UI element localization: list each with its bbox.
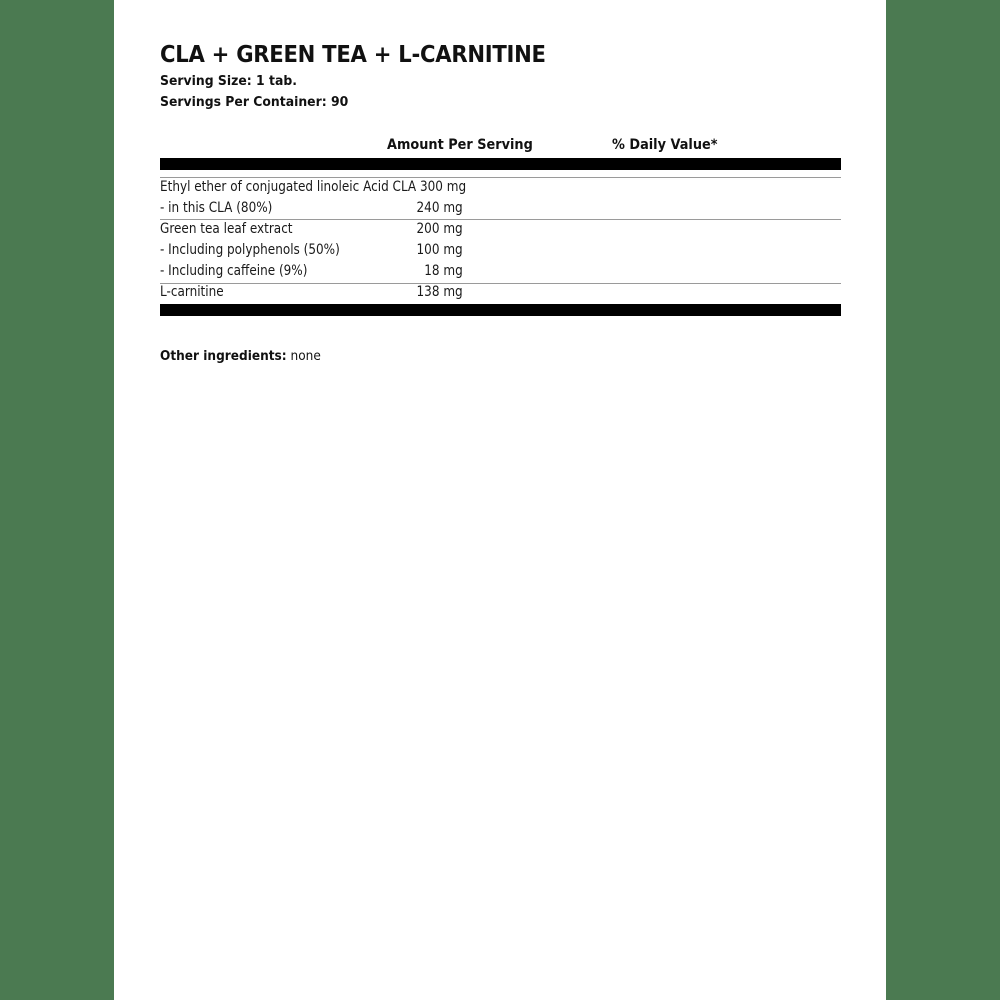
table-row — [160, 198, 841, 219]
other-ingredients — [160, 348, 321, 364]
product-title: CLA + GREEN TEA + L-CARNITINE — [160, 42, 546, 68]
table-row — [160, 219, 841, 240]
column-header-daily-value: % Daily Value* — [612, 137, 718, 153]
ingredient-amount: 240 mg — [416, 200, 463, 216]
other-ingredients-label: Other ingredients: — [160, 348, 287, 364]
table-row — [160, 177, 841, 198]
ingredient-amount: 200 mg — [416, 221, 463, 237]
ingredient-amount: 18 mg — [424, 263, 463, 279]
table-row — [160, 282, 841, 303]
ingredient-name: L-carnitine — [160, 284, 224, 300]
table-row — [160, 240, 841, 261]
servings-per-container: Servings Per Container: 90 — [160, 94, 349, 110]
ingredient-name: - Including polyphenols (50%) — [160, 242, 340, 258]
ingredient-amount: 138 mg — [416, 284, 463, 300]
serving-size: Serving Size: 1 tab. — [160, 73, 297, 89]
ingredient-name: Ethyl ether of conjugated linoleic Acid CLA 300 mg — [160, 179, 467, 195]
ingredient-amount: 100 mg — [416, 242, 463, 258]
table-top-bar — [160, 158, 841, 170]
table-bottom-bar — [160, 304, 841, 316]
other-ingredients-value: none — [286, 348, 321, 364]
table-row — [160, 261, 841, 282]
ingredient-name: Green tea leaf extract — [160, 221, 293, 237]
column-header-amount: Amount Per Serving — [387, 137, 533, 153]
ingredient-name: - Including caffeine (9%) — [160, 263, 308, 279]
ingredient-name: - in this CLA (80%) — [160, 200, 273, 216]
